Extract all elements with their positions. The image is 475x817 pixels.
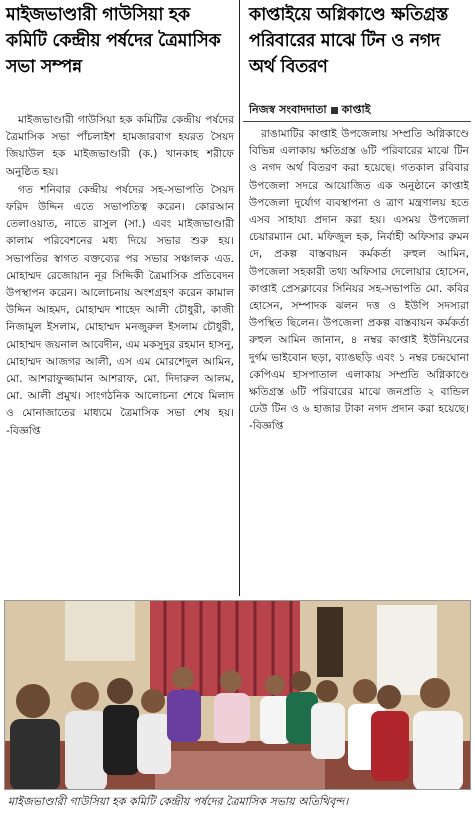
right-article — [243, 0, 471, 596]
right-article-paragraph-1: রাঙামাটির কাপ্তাই উপজেলায় সম্প্রতি অগ্নিকাণ্ডে বিভিন্ন এলাকায় ক্ষতিগ্রস্ত ৬টি পরিবারের মাঝে টিন ও নগদ অর্থ বিতরণ করা হয়েছে। গতকাল রবিবার উপজেলা সদরে আয়োজিত এক অনুষ্ঠানে কাপ্তাই উপজেলা দুর্যোগ ব্যবস্থাপনা ও ত্রাণ মন্ত্রণালয় হতে এসব সাহায্য প্রদান করা হয়। এসময় উপজেলা চেয়ারম্যান মো. মফিজুল হক, নির্বাহী অফিসার রুমন দে, প্রকল্প বাস্তবায়ন কর্মকর্তা রুহুল আমিন, উপজেলা সহকারী তথ্য অফিসার দেলোয়ার হোসেন, কাপ্তাই প্রেসক্লাবের সিনিয়র সহ-সভাপতি মো. কবির হোসেন, সম্পাদক ঝলন দত্ত ও ইউপি সদস্যরা উপস্থিত ছিলেন। উপজেলা প্রকল্প বাস্তবায়ন কর্মকর্তা রুহুল আমিন জানান, ৪ নম্বর কাপ্তাই ইউনিয়নের দুর্গম ভাইবোন ছড়া, ব্যাঙছড়ি এবং ১ নম্বর চন্দ্রঘোনা কেপিএম হাসপাতাল এলাকায় সম্প্রতি অগ্নিকাণ্ডে ক্ষতিগ্রস্ত ৬টি পরিবারের মাঝে জনপ্রতি ২ বান্ডিল ঢেউ টিন ও ৬ হাজার টাকা নগদ প্রদান করা হয়েছে। -বিজ্ঞপ্তি — [249, 128, 469, 433]
photo-caption: মাইজভাণ্ডারী গাউসিয়া হক কমিটি কেন্দ্রীয় পর্ষদের ত্রৈমাসিক সভায় অতিথিবৃন্দ। — [8, 794, 349, 808]
left-article-paragraph-1: মাইজভাণ্ডারী গাউসিয়া হক কমিটির কেন্দ্রীয় পর্ষদের ত্রৈমাসিক সভা পাঁচলাইশ হামজারবাগ হযরত সৈয়দ জিয়াউল হক মাইজভাণ্ডারী (ক.) খানকাহ শরীফে অনুষ্ঠিত হয়। — [6, 114, 234, 178]
right-article-headline: কাপ্তাইয়ে অগ্নিকাণ্ডে ক্ষতিগ্রস্ত পরিবারের মাঝে টিন ও নগদ অর্থ বিতরণ — [249, 5, 449, 77]
left-article-paragraph-2: গত শনিবার কেন্দ্রীয় পর্ষদের সহ-সভাপতি সৈয়দ ফরিদ উদ্দিন এতে সভাপতিত্ব করেন। কোরআন তেলাওয়াত, নাতে রাসুল (সা.) এবং মাইজভাণ্ডারী কালাম পরিবেশনের মধ্য দিয়ে সভার শুরু হয়। সভাপতির স্বাগত বক্তব্যের পর সভার সঞ্চালক এড. মোহাম্মদ রেজোয়ান নূর সিদ্দিকী ত্রৈমাসিক প্রতিবেদন উপস্থাপন করেন। আলোচনায় অংশগ্রহণ করেন কামাল উদ্দিন আহমদ, মোহাম্মদ শাহেদ আলী চৌধুরী, কাজী নিজামুল ইসলাম, মোহাম্মদ মনজুরুল ইসলাম চৌধুরী, মোহাম্মদ জয়নাল আবেদীন, এম মকসুদুর রহমান হাসনু, মোহাম্মদ আজগর আলী, এস এম মোরশেদুল আমিন, মো. আশরাফুজ্জামান আশরাফ, মো. দিদারুল আলম, মো. আলী প্রমুখ। সাংগঠনিক আলোচনা শেষে মিলাদ ও মোনাজাতের মাধ্যমে ত্রৈমাসিক সভা শেষ হয়। -বিজ্ঞপ্তি — [6, 183, 234, 437]
byline-place: কাপ্তাই — [341, 103, 371, 116]
column-divider — [239, 0, 240, 596]
right-article-body — [243, 126, 471, 436]
meeting-photo — [4, 600, 471, 790]
meeting-photo-illustration — [5, 601, 471, 790]
byline-reporter: নিজস্ব সংবাদদাতা — [249, 103, 327, 116]
left-article-body — [4, 112, 238, 440]
right-article-byline — [243, 100, 471, 122]
left-article — [4, 0, 238, 596]
left-article-headline: মাইজভাণ্ডারী গাউসিয়া হক কমিটি কেন্দ্রীয় পর্ষদের ত্রৈমাসিক সভা সম্পন্ন — [6, 5, 221, 77]
square-bullet-icon — [331, 107, 338, 114]
